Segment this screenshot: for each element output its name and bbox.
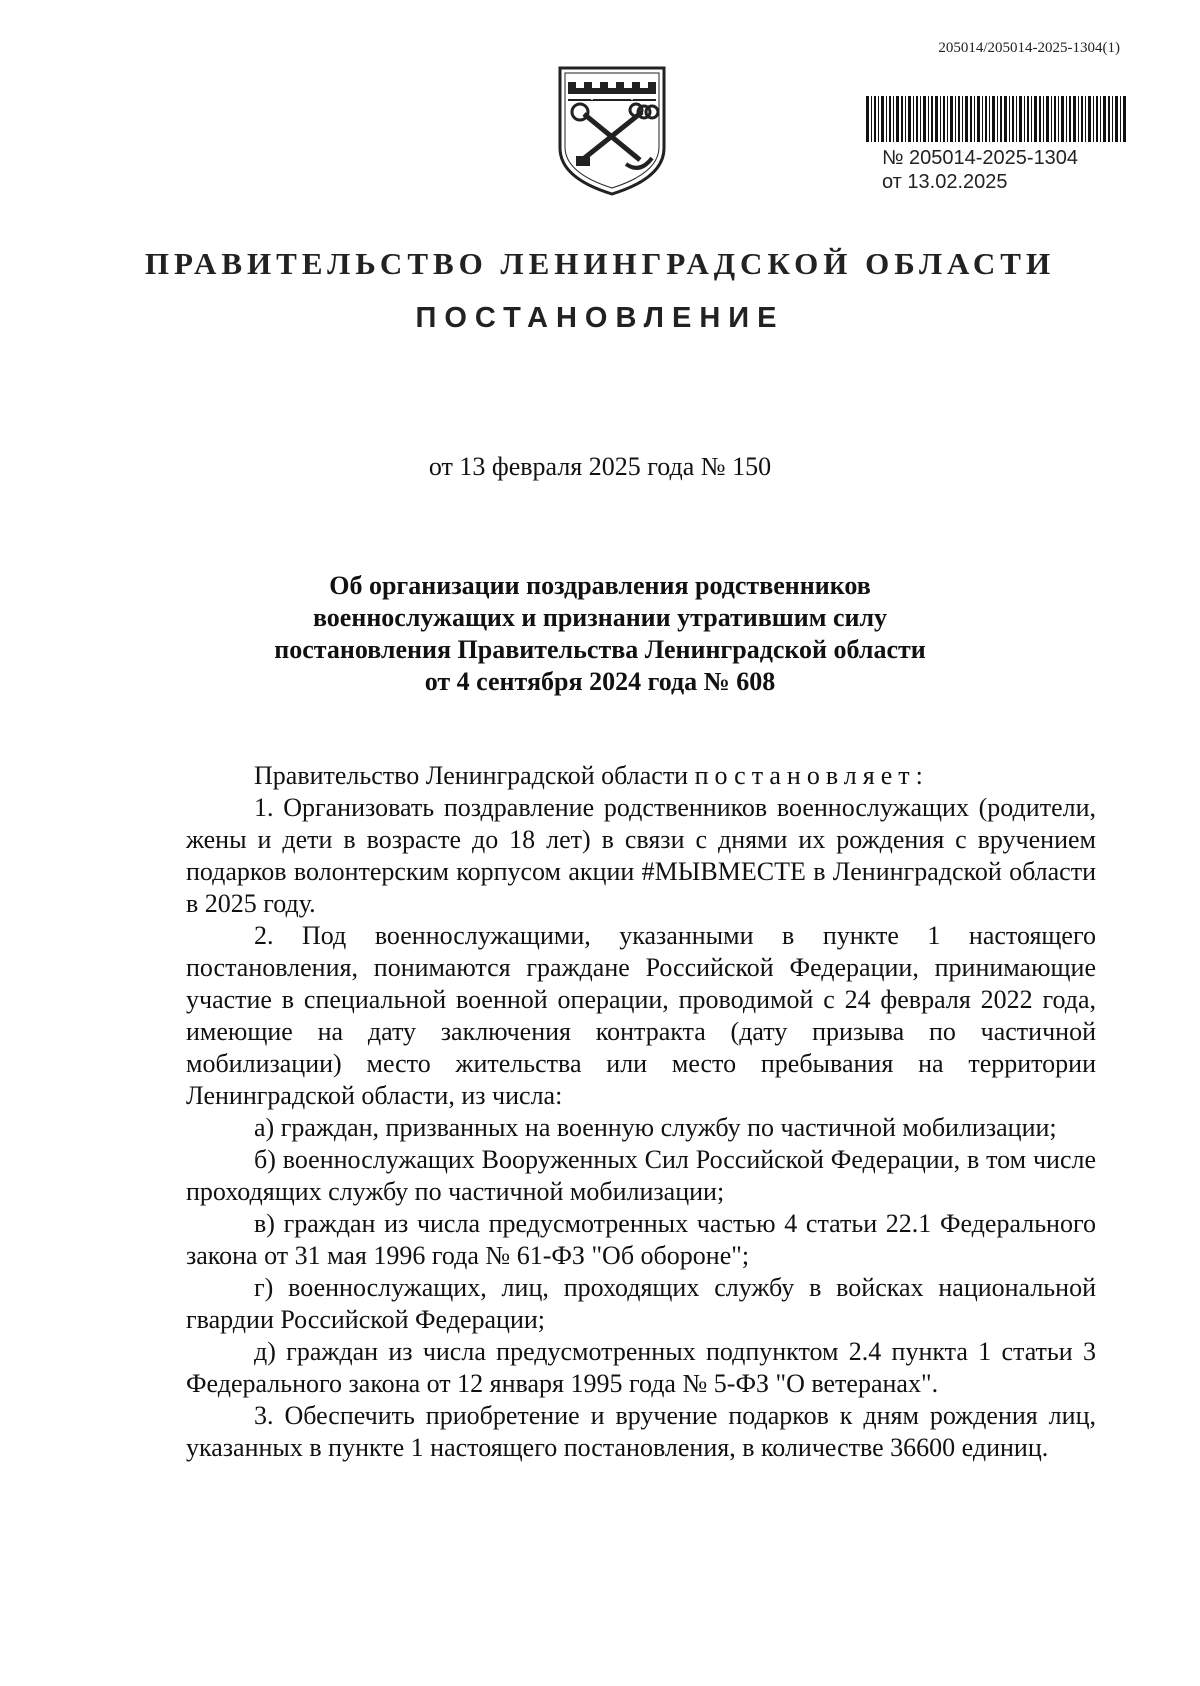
body-paragraph: 3. Обеспечить приобретение и вручение подарков к дням рождения лиц, указанных в пункте 1 настоящего постановления, в количестве 36600 единиц. <box>186 1401 1096 1462</box>
subject-line: Об организации поздравления родственников <box>329 571 871 600</box>
subject-line: от 4 сентября 2024 года № 608 <box>424 667 776 696</box>
subject-line: военнослужащих и признании утратившим силу <box>312 603 888 632</box>
document-subject <box>200 570 1000 698</box>
barcode-icon <box>866 96 1126 142</box>
body-paragraph: в) граждан из числа предусмотренных частью 4 статьи 22.1 Федерального закона от 31 мая 1996 года № 61-ФЗ "Об обороне"; <box>186 1209 1096 1270</box>
body-paragraph: б) военнослужащих Вооруженных Сил Российской Федерации, в том числе проходящих службу по частичной мобилизации; <box>186 1145 1096 1206</box>
document-date-number: от 13 февраля 2025 года № 150 <box>428 452 772 481</box>
registration-stamp <box>882 146 1078 194</box>
subject-line: постановления Правительства Ленинградской области <box>274 635 926 664</box>
registration-code-top: 205014/205014-2025-1304(1) <box>938 40 1120 56</box>
body-intro <box>186 760 1096 792</box>
document-body <box>186 760 1096 1464</box>
registration-date: от 13.02.2025 <box>882 171 1008 193</box>
document-type: ПОСТАНОВЛЕНИЕ <box>415 302 785 334</box>
government-title: ПРАВИТЕЛЬСТВО ЛЕНИНГРАДСКОЙ ОБЛАСТИ <box>144 246 1056 281</box>
body-paragraph: д) граждан из числа предусмотренных подпунктом 2.4 пункта 1 статьи 3 Федерального закона от 12 января 1995 года № 5-ФЗ "О ветеранах". <box>186 1337 1096 1398</box>
registration-number: № 205014-2025-1304 <box>882 147 1079 169</box>
intro-text: Правительство Ленинградской области <box>254 761 689 790</box>
body-paragraph: 1. Организовать поздравление родственников военнослужащих (родители, жены и дети в возрасте до 18 лет) в связи с днями их рождения с вручением подарков волонтерским корпусом акции #МЫВМЕСТЕ в Ленинградской области в 2025 году. <box>186 793 1096 918</box>
body-paragraph: 2. Под военнослужащими, указанными в пункте 1 настоящего постановления, понимаются граждане Российской Федерации, принимающие участие в специальной военной операции, проводимой с 24 февраля 2022 года, имеющие на дату заключения контракта (дату призыва по частичной мобилизации) место жительства или место пребывания на территории Ленинградской области, из числа: <box>186 921 1096 1110</box>
body-paragraph: а) граждан, призванных на военную службу по частичной мобилизации; <box>254 1113 1057 1142</box>
coat-of-arms-icon <box>552 60 672 200</box>
body-paragraph: г) военнослужащих, лиц, проходящих службу в войсках национальной гвардии Российской Федерации; <box>186 1273 1096 1334</box>
intro-verb: постановляет: <box>694 761 929 790</box>
